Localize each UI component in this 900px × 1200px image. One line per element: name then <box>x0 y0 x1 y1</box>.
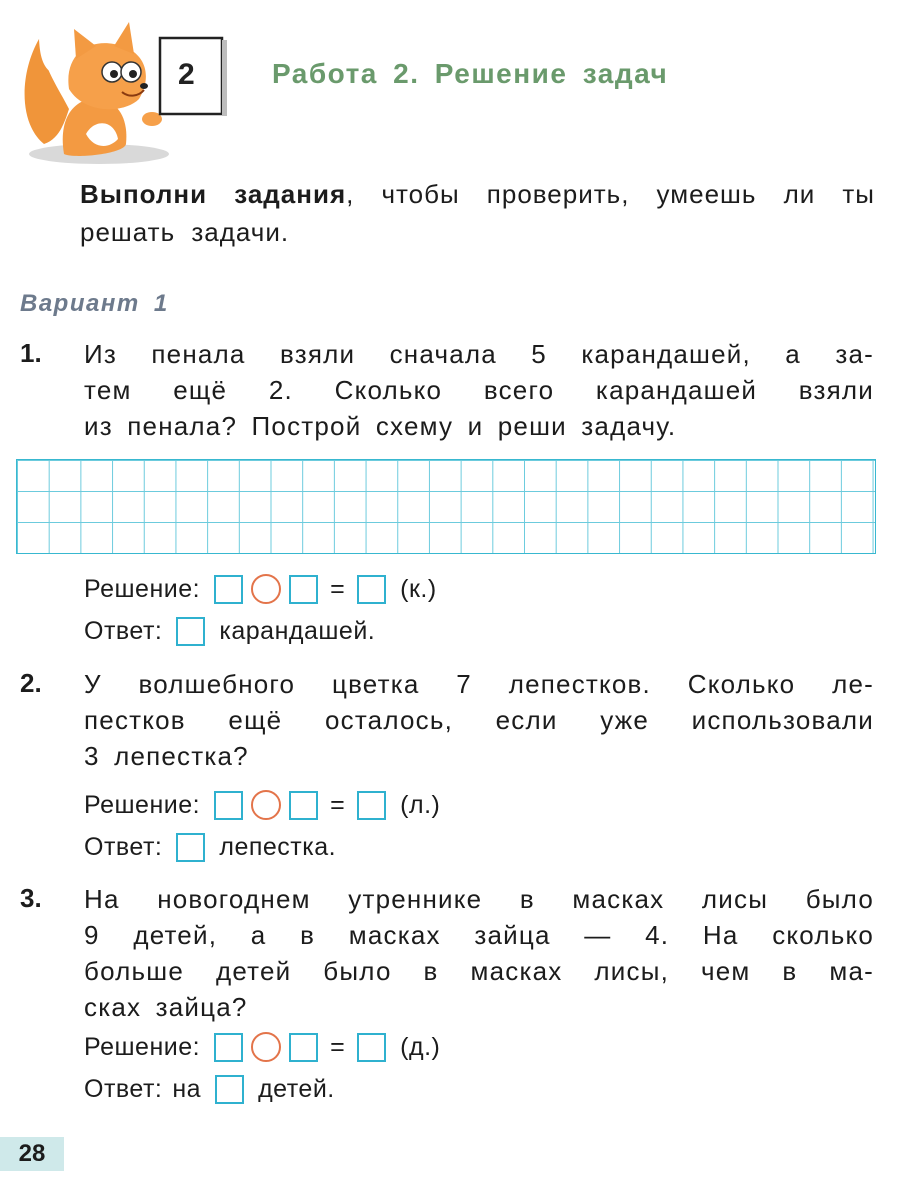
page-number: 28 <box>0 1137 64 1171</box>
operation-circle[interactable] <box>251 574 281 604</box>
answer-suffix: лепестка. <box>219 832 337 861</box>
answer-label: Ответ: <box>84 616 163 645</box>
task-3-line-2: 9 детей, а в масках зайца — 4. На сколько <box>84 920 874 950</box>
task-1-answer-row <box>84 613 375 649</box>
task-2-text <box>84 666 874 774</box>
solution-label: Решение: <box>84 1032 201 1061</box>
task-1-line-2: тем ещё 2. Сколько всего карандашей взяли <box>84 375 874 405</box>
equals-sign: = <box>330 790 346 819</box>
operation-circle[interactable] <box>251 790 281 820</box>
task-3-number: 3. <box>20 883 42 913</box>
solution-label: Решение: <box>84 790 201 819</box>
task-3-line-4: сках зайца? <box>84 992 248 1022</box>
result-box[interactable] <box>357 575 386 604</box>
operand-box-2[interactable] <box>289 575 318 604</box>
operand-box-2[interactable] <box>289 791 318 820</box>
equals-sign: = <box>330 574 346 603</box>
operand-box-1[interactable] <box>214 791 243 820</box>
instructions <box>80 175 875 251</box>
task-1-solution-row <box>84 571 437 607</box>
scheme-drawing-grid[interactable] <box>16 459 876 554</box>
fox-pupil-right <box>129 70 137 78</box>
variant-heading: Вариант 1 <box>20 290 169 317</box>
task-1-number: 1. <box>20 338 42 368</box>
task-1-line-1: Из пенала взяли сначала 5 карандашей, а за- <box>84 339 874 369</box>
task-1-line-3: из пенала? Построй схему и реши задачу. <box>84 411 677 441</box>
result-box[interactable] <box>357 1033 386 1062</box>
answer-suffix: карандашей. <box>219 616 376 645</box>
task-2-number: 2. <box>20 668 42 698</box>
task-2-line-1: У волшебного цветка 7 лепестков. Сколько ле- <box>84 669 874 699</box>
operand-box-1[interactable] <box>214 575 243 604</box>
task-3-line-3: больше детей было в масках лисы, чем в ма- <box>84 956 874 986</box>
task-3-solution-row <box>84 1029 440 1065</box>
answer-box[interactable] <box>176 617 205 646</box>
equals-sign: = <box>330 1032 346 1061</box>
task-2-solution-row <box>84 787 440 823</box>
task-3-answer-row <box>84 1071 335 1107</box>
page-title: Работа 2. Решение задач <box>272 58 669 89</box>
answer-prefix: на <box>172 1074 202 1103</box>
task-2-line-3: 3 лепестка? <box>84 741 249 771</box>
task-3-text <box>84 881 874 1025</box>
answer-box[interactable] <box>215 1075 244 1104</box>
fox-tail <box>25 39 69 144</box>
operand-box-1[interactable] <box>214 1033 243 1062</box>
instructions-text: , чтобы проверить, умеешь ли ты решать задачи. <box>80 179 875 247</box>
work-number: 2 <box>178 58 195 91</box>
operation-circle[interactable] <box>251 1032 281 1062</box>
task-3-line-1: На новогоднем утреннике в масках лисы было <box>84 884 874 914</box>
answer-label: Ответ: <box>84 1074 163 1103</box>
unit-label: (д.) <box>400 1032 441 1061</box>
instructions-bold: Выполни задания <box>80 179 347 209</box>
task-2-answer-row <box>84 829 336 865</box>
operand-box-2[interactable] <box>289 1033 318 1062</box>
unit-label: (к.) <box>400 574 437 603</box>
result-box[interactable] <box>357 791 386 820</box>
answer-suffix: детей. <box>258 1074 335 1103</box>
unit-label: (л.) <box>400 790 441 819</box>
solution-label: Решение: <box>84 574 201 603</box>
fox-pupil-left <box>110 70 118 78</box>
answer-box[interactable] <box>176 833 205 862</box>
fox-nose <box>140 83 148 89</box>
task-2-line-2: пестков ещё осталось, если уже использовали <box>84 705 874 735</box>
task-1-text <box>84 336 874 444</box>
answer-label: Ответ: <box>84 832 163 861</box>
